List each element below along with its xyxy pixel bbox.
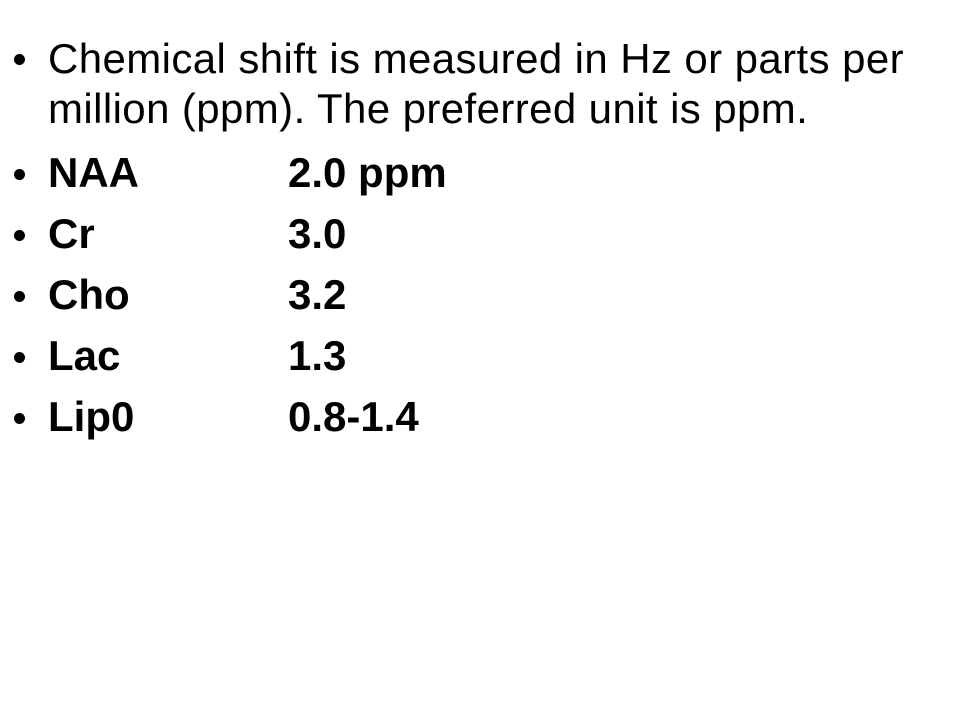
bullet-icon (14, 169, 25, 180)
metabolite-name: Lac (48, 332, 121, 379)
metabolite-name: NAA (48, 149, 139, 196)
bullet-item-metabolite (14, 264, 940, 325)
intro-line-1: Chemical shift is measured in Hz or parts per (48, 35, 904, 82)
metabolite-value: 1.3 (288, 332, 347, 379)
metabolite-name: Lip0 (48, 393, 135, 440)
bullet-item-metabolite (14, 386, 940, 447)
bullet-icon (14, 291, 25, 302)
metabolite-value: 3.2 (288, 271, 347, 318)
intro-line-2: million (ppm). The preferred unit is ppm. (48, 85, 809, 132)
bullet-cell (14, 325, 48, 363)
bullet-item-metabolite (14, 325, 940, 386)
bullet-cell (14, 142, 48, 180)
bullet-cell (14, 34, 48, 65)
bullet-cell (14, 203, 48, 241)
bullet-cell (14, 264, 48, 302)
bullet-icon (14, 352, 25, 363)
bullet-item-intro (14, 34, 940, 134)
metabolite-value: 0.8-1.4 (288, 393, 419, 440)
metabolite-value: 2.0 ppm (288, 149, 447, 196)
bullet-item-metabolite (14, 142, 940, 203)
bullet-cell (14, 386, 48, 424)
metabolite-name: Cr (48, 210, 95, 257)
metabolite-value: 3.0 (288, 210, 347, 257)
bullet-icon (14, 54, 25, 65)
bullet-item-metabolite (14, 203, 940, 264)
bullet-icon (14, 413, 25, 424)
metabolite-name: Cho (48, 271, 130, 318)
bullet-icon (14, 230, 25, 241)
intro-text (48, 34, 904, 134)
